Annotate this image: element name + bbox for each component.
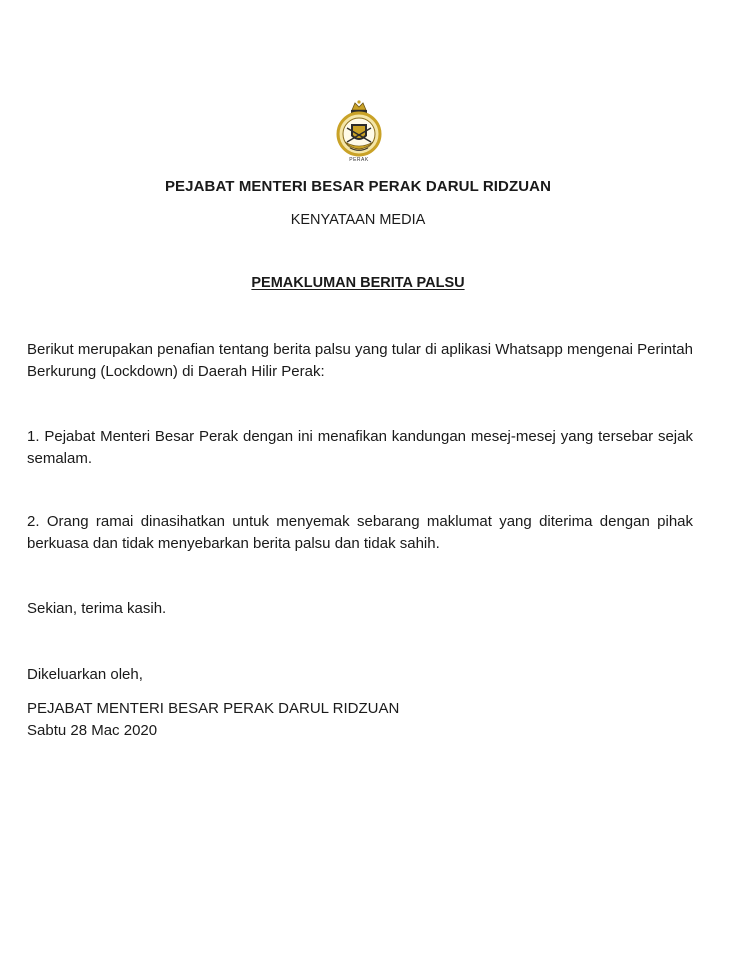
office-heading: PEJABAT MENTERI BESAR PERAK DARUL RIDZUAN: [164, 178, 552, 195]
issued-by-label: Dikeluarkan oleh,: [27, 666, 143, 683]
crest-label: PERAK: [349, 157, 369, 163]
intro-paragraph: Berikut merupakan penafian tentang berita palsu yang tular di aplikasi Whatsapp mengenai Perintah Berkurung (Lockdown) di Daerah Hilir Perak:: [27, 341, 693, 380]
perak-state-crest-icon: [330, 98, 388, 164]
point-2-paragraph: 2. Orang ramai dinasihatkan untuk menyemak sebarang maklumat yang diterima dengan pihak berkuasa dan tidak menyebarkan berita palsu dan tidak sahih.: [27, 513, 693, 552]
signoff-office: PEJABAT MENTERI BESAR PERAK DARUL RIDZUAN: [27, 700, 400, 717]
point-1-paragraph: 1. Pejabat Menteri Besar Perak dengan ini menafikan kandungan mesej-mesej yang tersebar sejak semalam.: [27, 428, 693, 467]
document-type: KENYATAAN MEDIA: [290, 212, 426, 228]
signoff-date: Sabtu 28 Mac 2020: [27, 722, 158, 739]
document-title: PEMAKLUMAN BERITA PALSU: [251, 275, 465, 291]
closing-line: Sekian, terima kasih.: [27, 600, 167, 617]
